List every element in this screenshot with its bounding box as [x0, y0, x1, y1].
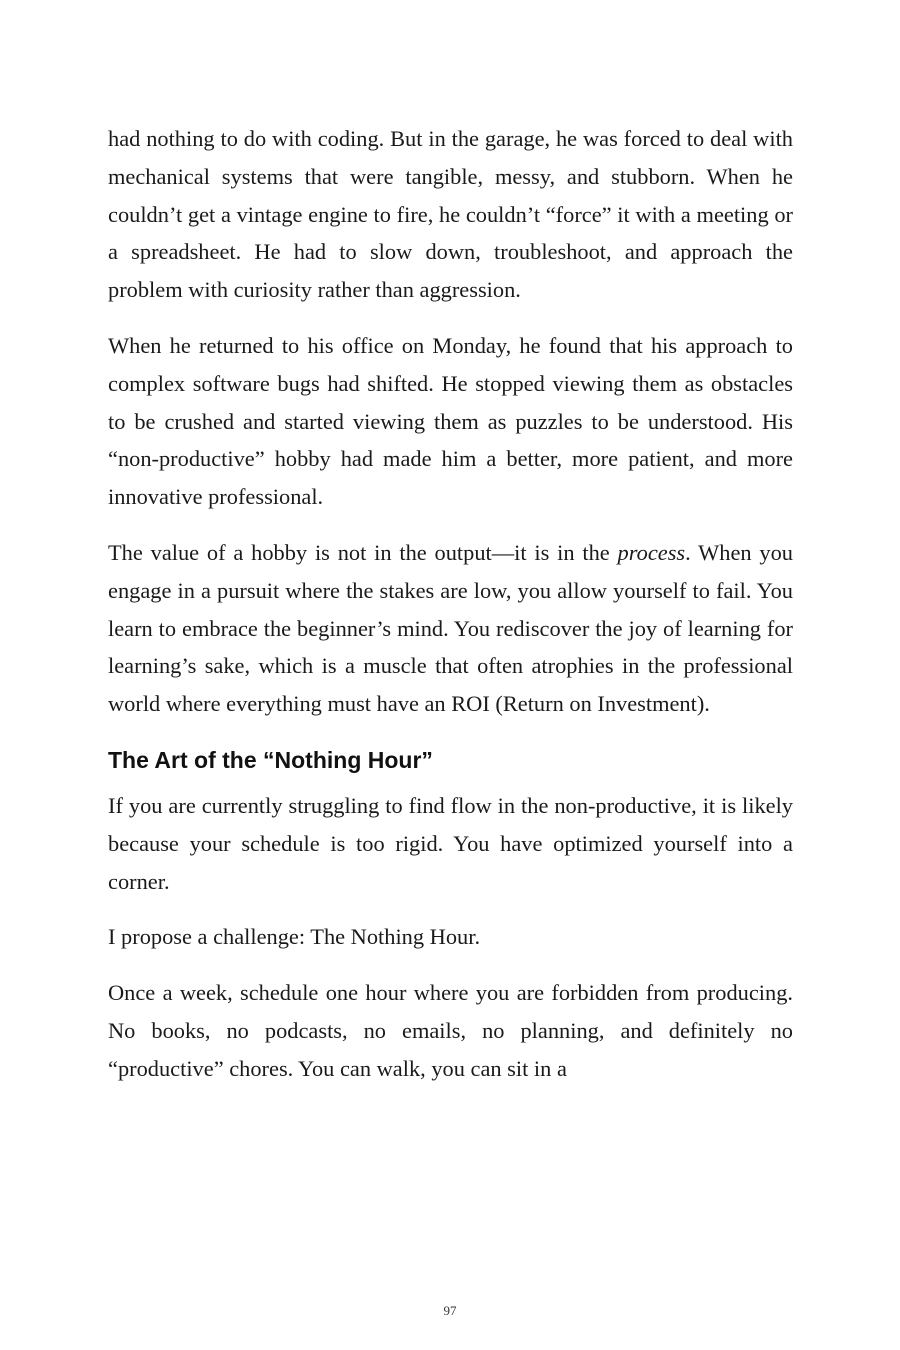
paragraph-text: had nothing to do with coding. But in the garage, he was forced to deal with mechanical systems that were tangible, messy, and stubborn. When he couldn’t get a vintage engine to fire, he couldn’t “force” it with a meeting or a spreadsheet. He had to slow down, troubleshoot, and approach the problem with curiosity rather than aggression. — [108, 126, 793, 303]
body-paragraph — [108, 918, 793, 956]
paragraph-text: When he returned to his office on Monday, he found that his approach to complex software bugs had shifted. He stopped viewing them as obstacles to be crushed and started viewing them as puzzles to be understood. His “non-productive” hobby had made him a better, more patient, and more innovative professional. — [108, 332, 793, 510]
body-paragraph — [108, 327, 793, 516]
paragraph-text: Once a week, schedule one hour where you are forbidden from producing. No books, no podcasts, no emails, no planning, and definitely no “productive” chores. You can walk, you can sit in a — [108, 980, 793, 1081]
paragraph-text: The value of a hobby is not in the output—it is in the — [108, 539, 618, 565]
page-number: 97 — [443, 1303, 457, 1318]
paragraph-text: If you are currently struggling to find flow in the non-productive, it is likely because your schedule is too rigid. You have optimized yourself into a corner. — [108, 792, 793, 894]
section-heading: The Art of the “Nothing Hour” — [108, 746, 433, 773]
body-paragraph — [108, 787, 793, 900]
page-body — [108, 120, 793, 1088]
body-paragraph — [108, 974, 793, 1087]
paragraph-text: I propose a challenge: The Nothing Hour. — [108, 924, 481, 950]
paragraph-text: . When you engage in a pursuit where the stakes are low, you allow yourself to fail. You learn to embrace the beginner’s mind. You rediscover the joy of learning for learning’s sake, which is a muscle that often atrophies in the professional world where everything must have an ROI (Return on Investment). — [108, 539, 793, 717]
emphasized-word: process — [617, 539, 686, 565]
body-paragraph — [108, 534, 793, 723]
body-paragraph — [108, 120, 793, 309]
